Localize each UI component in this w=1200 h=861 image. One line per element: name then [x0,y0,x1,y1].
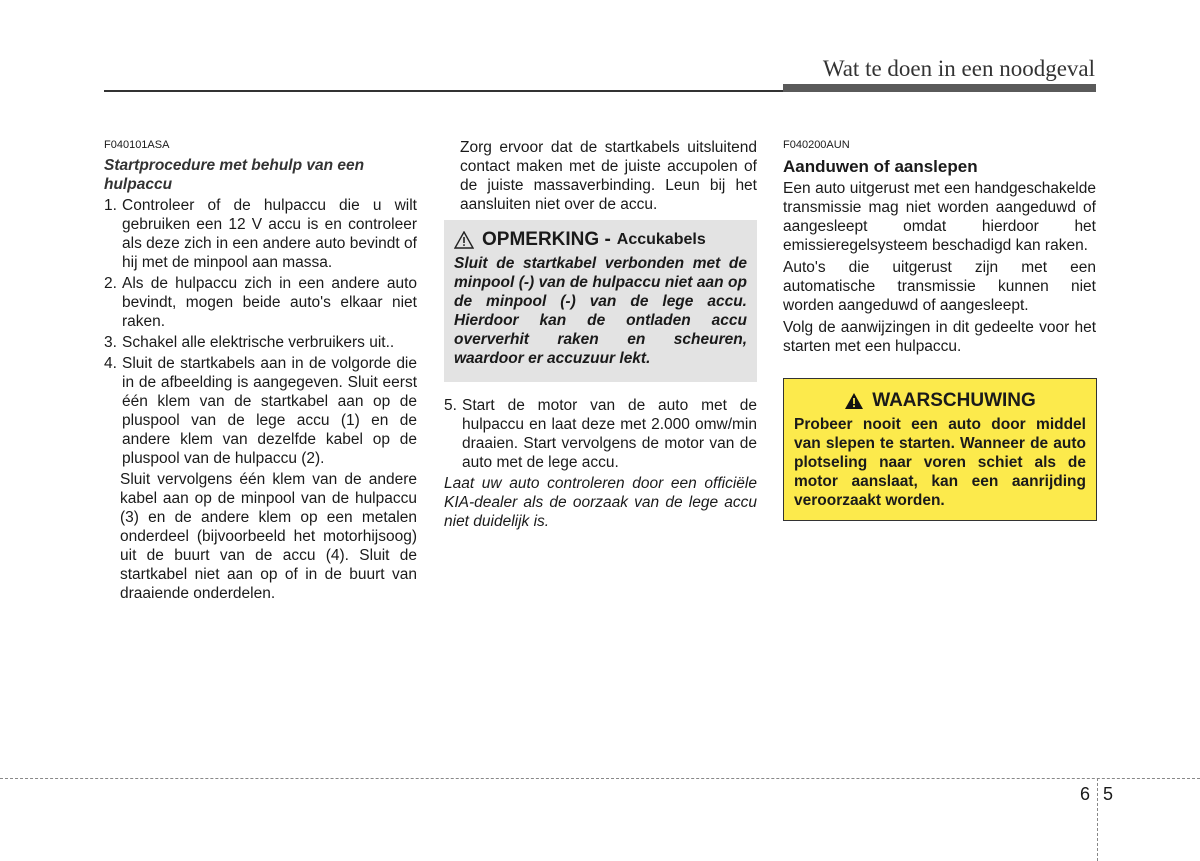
footer-divider [0,778,1200,779]
list-text: Start de motor van de auto met de hulpaccu en laat deze met 2.000 omw/min draaien. Start vervolgens de motor van de auto met de lege accu. [462,397,757,471]
paragraph: Volg de aanwijzingen in dit gedeelte voor het starten met een hulpaccu. [783,319,1096,355]
note-subtitle: Accukabels [616,231,706,248]
note-box [444,220,757,382]
right-column [783,138,1096,521]
list-item [104,333,417,352]
warning-title-text: WAARSCHUWING [872,390,1036,411]
list-item [104,196,417,272]
note-title-text: OPMERKING - [482,229,611,250]
list-text: Schakel alle elektrische verbruikers uit.. [122,334,395,351]
footer-page-divider [1097,778,1098,861]
closing-paragraph: Laat uw auto controleren door een officiële KIA-dealer als de oorzaak van de lege accu niet duidelijk is. [444,475,757,530]
list-text: Controleer of de hulpaccu die u wilt gebruiken een 12 V accu is en controleer als deze zich in een andere auto bevindt of hij met de minpool aan massa. [122,197,417,271]
caution-triangle-icon [454,231,474,249]
list-item [104,354,417,468]
chapter-number: 6 [1080,784,1091,804]
left-column [104,138,417,603]
warning-body: Probeer nooit een auto door middel van slepen te starten. Wanneer de auto plotseling naar voren schiet als de motor aanslaat, kan een aanrijding veroorzaakt worden. [794,416,1086,509]
list-item [104,274,417,331]
warning-triangle-icon [844,392,864,410]
list-number: 2. [104,275,117,292]
list-number: 1. [104,197,117,214]
header-rule [104,90,784,92]
section-code: F040200AUN [783,139,850,151]
note-body: Sluit de startkabel verbonden met de minpool (-) van de hulpaccu niet aan op de minpool (-) van de lege accu. Hierdoor kan de ontladen accu oververhit raken en scheuren, waardoor er accuzuur lekt. [454,255,747,367]
header-rule-bar [783,84,1096,92]
list-text: Als de hulpaccu zich in een andere auto bevindt, mogen beide auto's elkaar niet raken. [122,275,417,330]
list-item-continuation: Sluit vervolgens één klem van de andere kabel aan op de minpool van de hulpaccu (3) en de andere klem op een metalen onderdeel (bijvoorbeeld het motorhijsoog) uit de buurt van de accu (4). Sluit de startkabel niet aan op of in de buurt van draaiende onderdelen. [120,471,417,602]
list-number: 5. [444,397,457,414]
page-header-title: Wat te doen in een noodgeval [822,56,1095,81]
section-code: F040101ASA [104,139,170,151]
middle-column [444,138,757,531]
note-title [454,228,747,252]
list-number: 4. [104,355,117,372]
page-number: 5 [1103,784,1114,804]
section-heading: Aanduwen of aanslepen [783,157,978,176]
paragraph: Auto's die uitgerust zijn met een automatische transmissie kunnen niet worden aangeduwd of aangesleept. [783,259,1096,314]
intro-paragraph: Zorg ervoor dat de startkabels uitsluitend contact maken met de juiste accupolen of de juiste massaverbinding. Leun bij het aansluiten niet over de accu. [460,139,757,213]
paragraph: Een auto uitgerust met een handgeschakelde transmissie mag niet worden aangeduwd of aangesleept omdat hierdoor het emissieregelsysteem beschadigd kan raken. [783,180,1096,254]
warning-box [783,378,1097,521]
section-heading: Startprocedure met behulp van een hulpaccu [104,157,365,193]
warning-title [794,389,1086,413]
list-item [444,396,757,472]
list-number: 3. [104,334,117,351]
list-text: Sluit de startkabels aan in de volgorde die in de afbeelding is aangegeven. Sluit eerst één klem van de startkabel aan op de pluspool van de lege accu (1) en de andere klem van dezelfde kabel op de pluspool van de hulpaccu (2). [122,355,417,467]
